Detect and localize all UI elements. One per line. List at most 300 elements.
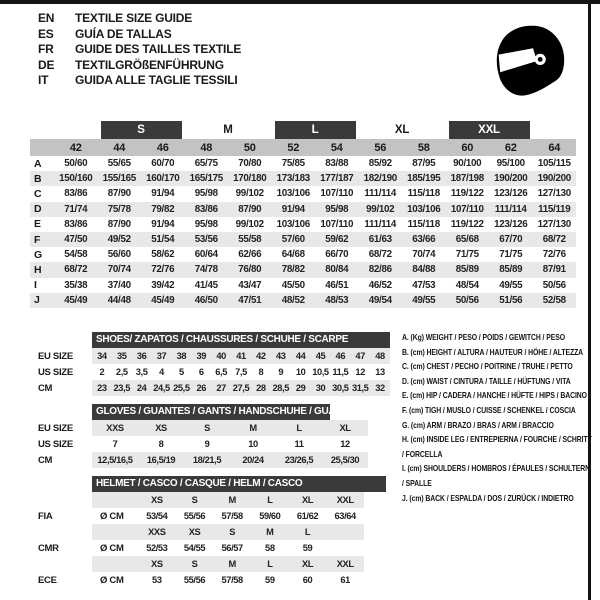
measure-cell: 58/62 <box>151 249 175 261</box>
helmet-value-cell: 55/56 <box>183 511 206 521</box>
measure-cell: 84/88 <box>412 264 436 276</box>
measure-cell: 48/54 <box>455 279 479 291</box>
helmet-size-cells <box>92 556 364 572</box>
measure-cell: 83/86 <box>64 218 88 230</box>
measure-cell: 182/190 <box>363 173 397 185</box>
measure-cell: 67/70 <box>499 234 523 246</box>
measure-cell: 87/95 <box>412 158 436 170</box>
shoes-cell: 2,5 <box>115 367 128 377</box>
measure-cell: 47/53 <box>412 279 436 291</box>
measure-cell: 70/74 <box>107 264 131 276</box>
size-group-m: M <box>223 124 233 136</box>
measure-cell: 76/80 <box>238 264 262 276</box>
measure-cell: 60/70 <box>151 158 175 170</box>
measure-row-a <box>30 156 576 171</box>
shoes-cell: 23,5 <box>113 383 131 393</box>
measure-cell: 87/91 <box>542 264 566 276</box>
helmet-standard-label: FIA <box>38 510 53 522</box>
legend-item-d: D. (cm) WAIST / CINTURA / TAILLE / HÜFTUNG / VITA <box>402 375 571 386</box>
measure-cell: 56/60 <box>107 249 131 261</box>
measure-cell: 83/86 <box>194 203 218 215</box>
page-top-border <box>0 0 600 4</box>
measure-cell: 45/49 <box>151 294 175 306</box>
gloves-cell: 7 <box>112 439 118 449</box>
measure-cell: 65/68 <box>455 234 479 246</box>
shoes-cell: 29 <box>295 383 306 393</box>
measure-cell: 37/40 <box>107 279 131 291</box>
helmet-value-cell: 59 <box>302 543 313 553</box>
measure-cell: 59/62 <box>325 234 349 246</box>
shoes-cell: 45 <box>315 351 326 361</box>
measure-cell: 107/110 <box>320 188 354 200</box>
measure-cell: 95/98 <box>325 203 349 215</box>
measure-cell: 91/94 <box>151 188 175 200</box>
measure-cell: 103/106 <box>407 203 441 215</box>
size-group-s: S <box>101 121 182 139</box>
measure-cell: 50/60 <box>64 158 88 170</box>
measure-cell: 35/38 <box>64 279 88 291</box>
size-group-row <box>30 121 576 139</box>
shoes-cell: 10,5 <box>312 367 329 377</box>
helmet-unit-label: Ø CM <box>100 542 124 554</box>
shoes-cell: 41 <box>236 351 246 361</box>
measure-cell: 83/88 <box>325 158 349 170</box>
shoes-row-us-size <box>38 364 390 380</box>
helmet-value-cell: 60 <box>302 575 313 585</box>
language-title-fr <box>38 42 241 58</box>
row-letter: H <box>34 263 42 276</box>
shoes-cell: 6 <box>198 367 204 377</box>
shoes-cell: 2 <box>99 367 105 377</box>
measure-row-e <box>30 217 576 232</box>
measure-cell: 54/58 <box>64 249 88 261</box>
shoes-cell: 38 <box>176 351 187 361</box>
gloves-cell: XL <box>339 423 351 433</box>
helmet-standard-label: ECE <box>38 574 57 586</box>
shoes-cells <box>92 364 390 380</box>
gloves-cells <box>92 452 368 468</box>
shoes-cell: 28,5 <box>272 383 289 393</box>
measure-cell: 123/126 <box>494 218 528 230</box>
gloves-cell: 16,5/19 <box>146 455 176 465</box>
shoes-cells <box>92 380 390 396</box>
measure-cell: 51/56 <box>499 294 523 306</box>
helmet-value-cell: 53 <box>152 575 162 585</box>
measure-cell: 165/175 <box>189 173 223 185</box>
language-title-en <box>38 11 241 27</box>
measure-row-c <box>30 186 576 201</box>
size-column-header: 60 <box>461 141 474 154</box>
measure-cell: 66/70 <box>325 249 349 261</box>
gloves-row-us-size <box>38 436 368 452</box>
measure-row-d <box>30 202 576 217</box>
measure-cell: 123/126 <box>494 188 528 200</box>
shoes-cell: 27,5 <box>232 383 250 393</box>
page-right-border <box>588 0 591 600</box>
helmet-value-cell: 53/54 <box>146 511 168 521</box>
helmet-section-header: HELMET / CASCO / CASQUE / HELM / CASCO <box>92 476 386 492</box>
helmet-standard-label: CMR <box>38 542 59 554</box>
measure-row-f <box>30 232 576 247</box>
measure-cell: 68/72 <box>368 249 392 261</box>
gloves-cell: 10 <box>248 439 258 449</box>
shoes-cell: 9 <box>278 367 284 377</box>
gloves-cell: 9 <box>204 439 210 449</box>
measure-cell: 74/78 <box>194 264 218 276</box>
language-code: EN <box>38 11 55 25</box>
measure-cell: 119/122 <box>450 218 484 230</box>
language-title-it <box>38 73 241 89</box>
helmet-value-row-ece <box>38 572 386 588</box>
shoes-cell: 47 <box>355 351 365 361</box>
measure-cell: 127/130 <box>537 218 571 230</box>
shoes-section-header: SHOES/ ZAPATOS / CHAUSSURES / SCHUHE / SCARPE <box>92 332 390 348</box>
language-code: DE <box>38 57 55 72</box>
helmet-size-cell: XXL <box>336 559 354 569</box>
shoes-row-label: CM <box>38 382 53 394</box>
helmet-value-cell: 58 <box>265 543 275 553</box>
row-letter: I <box>34 279 37 292</box>
shoes-cell: 11,5 <box>332 367 349 377</box>
gloves-cells <box>92 436 368 452</box>
helmet-value-row-fia <box>38 508 386 524</box>
measure-cell: 70/74 <box>412 249 436 261</box>
shoes-cell: 32 <box>375 383 385 393</box>
helmet-size-cell: XL <box>301 495 314 505</box>
measure-cell: 91/94 <box>281 203 305 215</box>
legend-item-b: B. (cm) HEIGHT / ALTURA / HAUTEUR / HÖHE / ALTEZZA <box>402 346 584 357</box>
guide-title: TEXTILGRÖßENFÜHRUNG <box>75 57 224 72</box>
measure-cell: 99/102 <box>235 188 264 200</box>
measurement-legend <box>402 330 592 505</box>
measure-cell: 82/86 <box>368 264 392 276</box>
row-letter: F <box>34 233 41 246</box>
shoes-cell: 30 <box>315 383 326 393</box>
helmet-value-cell: 55/56 <box>183 575 206 585</box>
measure-row-g <box>30 247 576 262</box>
measure-cell: 150/160 <box>59 173 93 185</box>
helmet-value-cell: 57/58 <box>221 511 243 521</box>
shoes-cell: 5 <box>179 367 184 377</box>
measure-cell: 65/75 <box>194 158 218 170</box>
measure-cell: 72/76 <box>542 249 566 261</box>
size-column-header: 42 <box>69 141 82 154</box>
measure-cell: 127/130 <box>537 188 571 200</box>
helmet-size-cell: L <box>304 527 311 537</box>
measure-cell: 119/122 <box>450 188 484 200</box>
legend-item-h: H. (cm) INSIDE LEG / ENTREPIERNA / FOURCHE / SCHRITT / FORCELLA <box>402 434 592 459</box>
gloves-section-header: GLOVES / GUANTES / GANTS / HANDSCHUHE / GUANTI <box>92 404 330 420</box>
shoes-cell: 44 <box>295 351 306 361</box>
size-column-header: 62 <box>504 141 517 154</box>
guide-title: GUIDE DES TAILLES TEXTILE <box>75 42 242 57</box>
measure-cell: 47/50 <box>64 234 88 246</box>
helmet-size-cell: XS <box>151 559 163 569</box>
language-code: IT <box>38 73 49 88</box>
measure-cell: 48/53 <box>325 294 349 306</box>
size-column-header: 64 <box>548 141 561 154</box>
helmet-size-cell: L <box>267 559 273 569</box>
shoes-cell: 31,5 <box>351 383 369 393</box>
shoes-row-label: US SIZE <box>38 366 73 378</box>
measure-cell: 85/89 <box>455 264 479 276</box>
shoes-cell: 37 <box>156 351 167 361</box>
shoes-cell: 12 <box>355 367 365 377</box>
helmet-value-cell: 52/53 <box>146 543 168 553</box>
measure-cell: 43/47 <box>238 279 262 291</box>
measure-cell: 99/102 <box>366 203 395 215</box>
shoes-cell: 40 <box>216 351 226 361</box>
shoes-cell: 7,5 <box>235 367 247 377</box>
gloves-row-cm <box>38 452 368 468</box>
helmet-value-cell: 59/60 <box>259 511 281 521</box>
helmet-size-cell: XL <box>301 559 314 569</box>
gloves-cell: 8 <box>158 439 164 449</box>
helmet-value-cell: 59 <box>265 575 275 585</box>
shoes-cell: 48 <box>375 351 385 361</box>
row-letter: E <box>34 218 42 231</box>
measure-cell: 85/89 <box>499 264 523 276</box>
shoes-cell: 36 <box>136 351 147 361</box>
measure-cell: 64/68 <box>281 249 305 261</box>
measure-cell: 46/51 <box>325 279 349 291</box>
measure-cell: 48/52 <box>281 294 305 306</box>
measure-cell: 61/63 <box>368 234 392 246</box>
shoes-row-label: EU SIZE <box>38 350 73 362</box>
shoes-cell: 24 <box>136 383 147 393</box>
language-title-es <box>38 27 241 43</box>
measure-cell: 68/72 <box>64 264 88 276</box>
measure-cell: 71/75 <box>499 249 523 261</box>
gloves-cell: M <box>249 423 257 433</box>
shoes-cell: 42 <box>256 351 266 361</box>
size-column-header: 50 <box>243 141 256 154</box>
helmet-value-cell: 57/58 <box>221 575 243 585</box>
measure-cell: 105/115 <box>537 158 571 170</box>
shoes-cells <box>92 348 390 364</box>
helmet-size-cell: L <box>267 495 273 505</box>
measure-cell: 55/65 <box>107 158 131 170</box>
helmet-size-cells <box>92 492 364 508</box>
helmet-value-cells <box>92 540 364 556</box>
shoes-cell: 43 <box>275 351 286 361</box>
shoes-cell: 35 <box>117 351 127 361</box>
measure-cell: 103/106 <box>276 218 310 230</box>
size-column-header: 44 <box>113 141 126 154</box>
measure-cell: 95/98 <box>194 218 218 230</box>
helmet-size-cell: S <box>191 495 198 505</box>
gloves-row-label: CM <box>38 454 53 466</box>
measure-cell: 55/58 <box>238 234 262 246</box>
gloves-cell: 23/26,5 <box>284 455 314 465</box>
measure-cell: 46/50 <box>194 294 218 306</box>
gloves-cell: 20/24 <box>242 455 264 465</box>
measure-cell: 111/114 <box>364 188 397 200</box>
measure-cell: 177/187 <box>320 173 354 185</box>
gloves-cells <box>92 420 368 436</box>
measure-cell: 111/114 <box>494 203 527 215</box>
shoes-cell: 34 <box>97 351 107 361</box>
measure-cell: 115/118 <box>407 188 440 200</box>
measure-row-j <box>30 293 576 308</box>
shoes-row-cm <box>38 380 390 396</box>
shoes-cell: 4 <box>159 367 164 377</box>
language-title-de <box>38 58 241 74</box>
measure-cell: 46/52 <box>368 279 392 291</box>
guide-title: GUIDA ALLE TAGLIE TESSILI <box>75 73 238 88</box>
measure-cell: 60/64 <box>194 249 218 261</box>
measure-cell: 87/90 <box>107 188 131 200</box>
gloves-cell: S <box>204 423 210 433</box>
helmet-size-cell: S <box>191 559 198 569</box>
guide-title: GUÍA DE TALLAS <box>75 26 172 41</box>
helmet-value-cell: 63/64 <box>334 511 356 521</box>
full-face-helmet-icon <box>489 16 569 106</box>
measure-cell: 190/200 <box>537 173 571 185</box>
row-letter: J <box>34 294 40 307</box>
size-column-header: 46 <box>156 141 169 154</box>
measure-cell: 79/82 <box>151 203 175 215</box>
main-size-table <box>30 121 576 308</box>
row-letter: B <box>34 172 42 185</box>
shoes-row-eu-size <box>38 348 390 364</box>
shoes-cell: 13 <box>375 367 385 377</box>
helmet-value-cells <box>92 508 364 524</box>
row-letter: D <box>34 203 42 216</box>
helmet-size-row-cmr <box>38 524 386 540</box>
measure-cell: 115/119 <box>538 203 571 215</box>
shoes-cell: 39 <box>196 351 207 361</box>
legend-item-a: A. (Kg) WEIGHT / PESO / POIDS / GEWITCH / PESO <box>402 332 565 342</box>
shoes-cell: 6,5 <box>215 367 227 377</box>
size-column-header: 54 <box>330 141 343 154</box>
shoes-cell: 8 <box>258 367 264 377</box>
helmet-value-cell: 61/62 <box>296 511 319 521</box>
measure-cell: 39/42 <box>151 279 175 291</box>
shoes-cell: 27 <box>216 383 226 393</box>
measure-cell: 52/58 <box>542 294 566 306</box>
shoes-cell: 26 <box>196 383 207 393</box>
measure-cell: 49/54 <box>368 294 392 306</box>
size-group-l: L <box>275 121 356 139</box>
size-column-header: 48 <box>200 141 213 154</box>
helmet-value-row-cmr <box>38 540 386 556</box>
measure-cell: 63/66 <box>412 234 436 246</box>
shoes-section <box>38 332 390 396</box>
size-column-header: 56 <box>374 141 387 154</box>
measure-cell: 87/90 <box>107 218 131 230</box>
measure-cell: 50/56 <box>542 279 566 291</box>
helmet-unit-label: Ø CM <box>100 510 124 522</box>
measure-cell: 95/98 <box>194 188 218 200</box>
size-group-xxl: XXL <box>449 121 530 139</box>
legend-item-g: G. (cm) ARM / BRAZO / BRAS / ARM / BRACCIO <box>402 419 554 430</box>
measure-cell: 160/170 <box>146 173 180 185</box>
helmet-size-cell: M <box>228 559 236 569</box>
helmet-section <box>38 476 386 588</box>
gloves-cell: 11 <box>294 439 304 449</box>
helmet-value-cell: 61 <box>340 575 350 585</box>
measure-cell: 75/85 <box>281 158 305 170</box>
shoes-cell: 30,5 <box>332 383 349 393</box>
measure-cell: 103/106 <box>276 188 310 200</box>
measure-cell: 71/75 <box>455 249 479 261</box>
helmet-value-cells <box>92 572 364 588</box>
guide-title: TEXTILE SIZE GUIDE <box>75 11 193 25</box>
helmet-size-cell: XS <box>188 527 201 537</box>
measure-cell: 75/78 <box>107 203 131 215</box>
shoes-cell: 24,5 <box>153 383 170 393</box>
measure-cell: 68/72 <box>542 234 566 246</box>
size-number-row <box>30 139 576 156</box>
measure-cell: 91/94 <box>151 218 175 230</box>
measure-cell: 72/76 <box>151 264 175 276</box>
measure-cell: 107/110 <box>320 218 354 230</box>
measure-row-i <box>30 278 576 293</box>
shoes-cell: 3,5 <box>135 367 148 377</box>
measure-cell: 45/50 <box>281 279 305 291</box>
legend-item-j: J. (cm) BACK / ESPALDA / DOS / ZURÜCK / INDIETRO <box>402 492 574 503</box>
measure-cell: 44/48 <box>107 294 131 306</box>
legend-item-c: C. (cm) CHEST / PECHO / POITRINE / TRUHE / PETTO <box>402 361 573 372</box>
helmet-size-cell: S <box>229 527 236 537</box>
shoes-cell: 23 <box>97 383 107 393</box>
size-column-header: 52 <box>287 141 300 154</box>
measure-cell: 83/86 <box>64 188 88 200</box>
gloves-section <box>38 404 368 468</box>
gloves-cell: XXS <box>106 423 124 433</box>
legend-item-i: I. (cm) SHOULDERS / HOMBROS / ÉPAULES / SCHULTERN / SPALLE <box>402 463 591 488</box>
helmet-size-cell: M <box>266 527 274 537</box>
row-letter: A <box>34 157 42 170</box>
measure-cell: 187/198 <box>450 173 484 185</box>
helmet-size-row-ece <box>38 556 386 572</box>
measure-row-h <box>30 262 576 277</box>
language-code: FR <box>38 42 54 57</box>
measure-cell: 95/100 <box>496 158 525 170</box>
helmet-value-cell: 56/57 <box>221 543 243 553</box>
gloves-cell: 25,5/30 <box>330 455 360 465</box>
measure-cell: 50/56 <box>455 294 479 306</box>
language-code: ES <box>38 26 54 41</box>
measure-cell: 173/183 <box>276 173 310 185</box>
measure-cell: 47/51 <box>238 294 262 306</box>
helmet-size-cell: XS <box>151 495 163 505</box>
size-column-header: 58 <box>417 141 430 154</box>
measure-cell: 62/66 <box>238 249 262 261</box>
measure-cell: 70/80 <box>238 158 262 170</box>
helmet-size-cell: M <box>228 495 236 505</box>
measure-cell: 107/110 <box>450 203 484 215</box>
helmet-size-cell: XXL <box>336 495 354 505</box>
measure-cell: 90/100 <box>453 158 482 170</box>
measure-cell: 53/56 <box>194 234 218 246</box>
shoes-cell: 10 <box>295 367 306 377</box>
measure-cell: 190/200 <box>494 173 528 185</box>
measure-cell: 49/55 <box>412 294 436 306</box>
measure-row-b <box>30 171 576 186</box>
measure-cell: 45/49 <box>64 294 88 306</box>
measure-cell: 57/60 <box>281 234 305 246</box>
helmet-size-cell: XXS <box>148 527 166 537</box>
language-title-list <box>38 11 241 89</box>
row-letter: C <box>34 187 42 200</box>
measure-cell: 41/45 <box>194 279 218 291</box>
measure-cell: 49/55 <box>499 279 523 291</box>
measure-cell: 71/74 <box>64 203 88 215</box>
measure-cell: 99/102 <box>235 218 264 230</box>
helmet-unit-label: Ø CM <box>100 574 124 586</box>
